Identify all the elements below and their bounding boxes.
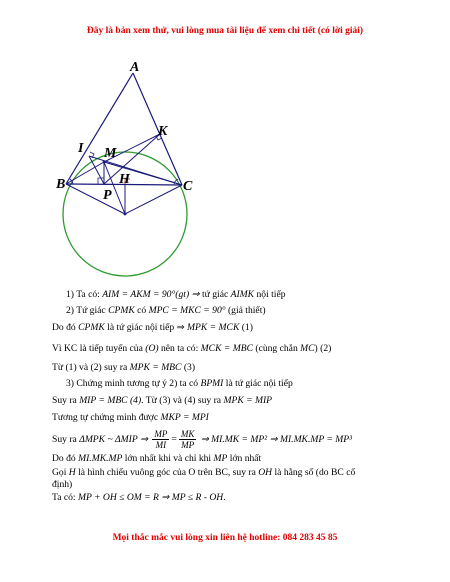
line-10: Do đó MI.MK.MP lớn nhất khi và chỉ khi MP lớn nhất [52,453,262,464]
line-12: định) [52,479,73,490]
label-h: H [119,172,130,187]
line-5: Từ (1) và (2) suy ra MPK = MBC (3) [52,362,196,373]
hotline-banner: Mọi thắc mắc vui lòng xin liên hệ hotline: 084 283 45 85 [112,533,338,543]
line-1: 1) Ta có: AIM = AKM = 90°(gt) ⇒ tứ giác AIMK nội tiếp [66,289,286,300]
label-c: C [183,179,193,194]
label-p: P [103,188,112,203]
line-3: Do đó CPMK là tứ giác nội tiếp ⇒ MPK = MCK (1) [52,322,253,333]
line-11: Gọi H là hình chiếu vuông góc của O trên BC, suy ra OH là hằng số (do BC cố [52,467,356,478]
line-6: 3) Chứng minh tương tự ý 2) ta có BPMI là tứ giác nội tiếp [66,378,293,389]
preview-notice-banner: Đây là bản xem thử, vui lòng mua tài liệu để xem chi tiết (có lời giải) [86,26,364,36]
label-a: A [130,60,140,75]
line-13: Ta có: MP + OH ≤ OM = R ⇒ MP ≤ R - OH. [52,492,226,503]
line-9: Suy ra ΔMPK ~ ΔMIP ⇒ $\frac{MP}{MI}$ = $\frac{MK}{MP}$ ⇒ MI.MK = MP² ⇒ MI.MK.MP = MP³ [52,429,353,451]
geometry-figure [50,52,200,282]
line-7: Suy ra MIP = MBC (4). Từ (3) và (4) suy ra MPK = MIP [52,395,273,406]
line-8: Tương tự chứng minh được MKP = MPI [52,412,209,423]
label-i: I [78,141,84,156]
label-m: M [104,146,117,161]
line-4: Vì KC là tiếp tuyến của (O) nên ta có: MCK = MBC (cùng chắn MC) (2) [52,343,332,354]
line-2: 2) Tứ giác CPMK có MPC = MKC = 90° (giả thiết) [66,305,266,316]
label-k: K [158,124,168,139]
label-b: B [56,177,66,192]
